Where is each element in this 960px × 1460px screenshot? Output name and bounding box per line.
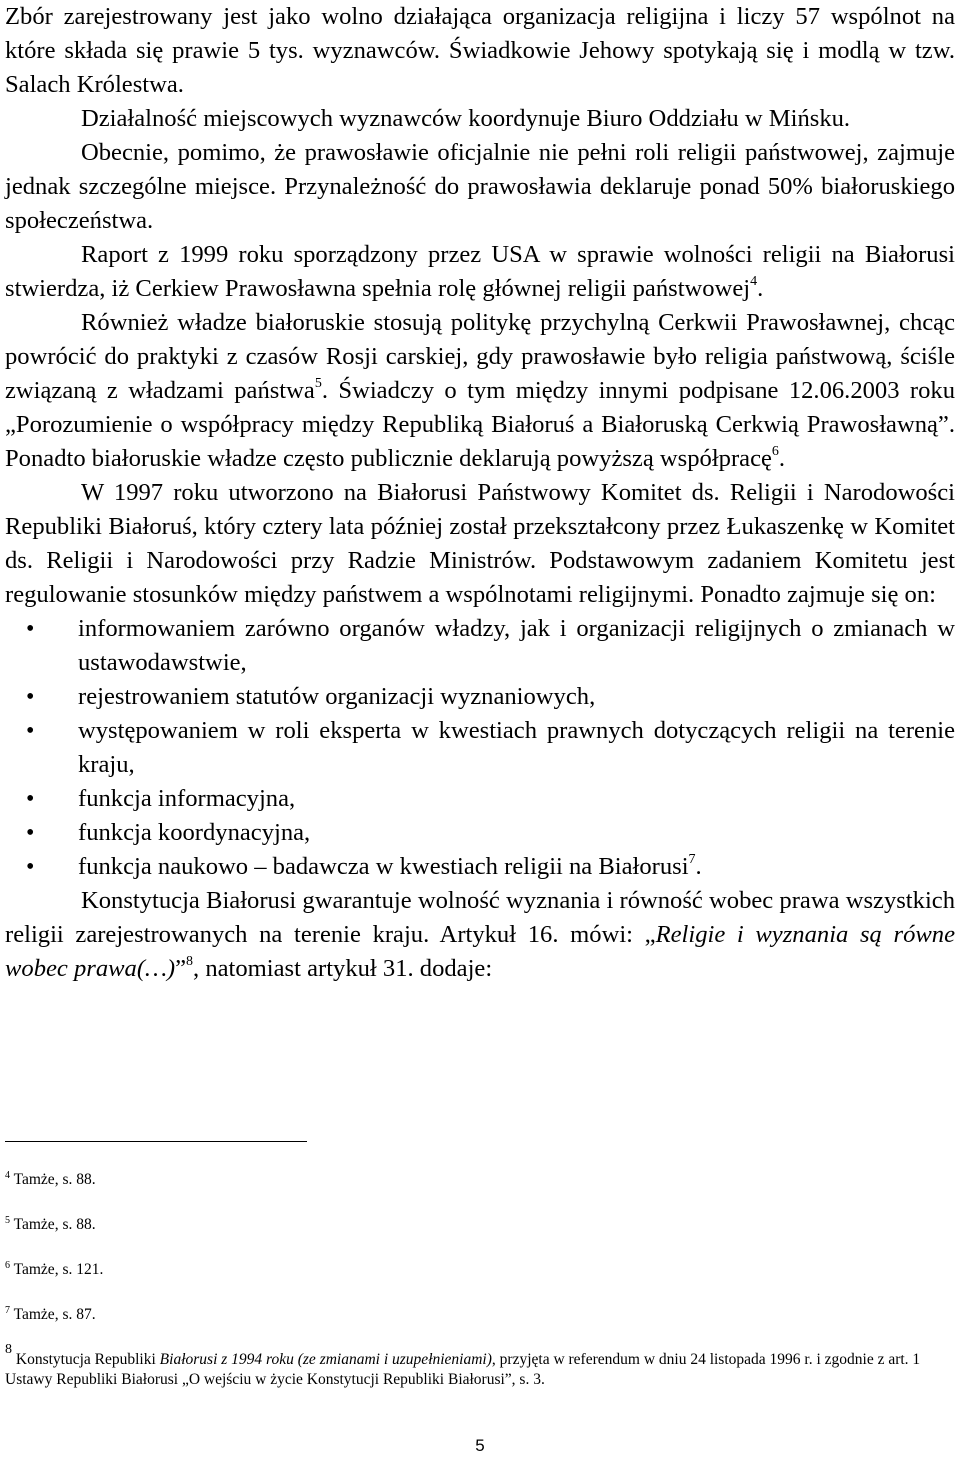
bullet-icon: • (26, 786, 35, 812)
list-item-text: funkcja koordynacyjna, (78, 819, 311, 846)
punctuation: . (695, 853, 702, 880)
paragraph-text: Obecnie, pomimo, że prawosławie oficjalnie nie pełni roli religii państwowej, zajmuje jednak szczególne miejsce. Przynależność do prawosławia deklaruje ponad 50% białoruskiego społeczeństwa. (5, 139, 955, 234)
paragraph-text: . Świadczy o tym między innymi podpisane 12.06.2003 roku „Porozumienie o współpracy między Republiką Białoruś a Białoruską Cerkwią Prawosławną”. Ponadto białoruskie władze często publicznie deklarują powyższą współpracę (5, 377, 955, 472)
paragraph-text: Zbór zarejestrowany jest jako wolno działająca organizacja religijna i liczy 57 wspólnot na które składa się prawie 5 tys. wyznawców. Świadkowie Jehowy spotykają się i modlą w tzw. Salach Królestwa. (5, 3, 955, 98)
footnote-7 (5, 1305, 955, 1325)
list-item-text: informowaniem zarówno organów władzy, jak i organizacji religijnych o zmianach w ustawodawstwie, (78, 615, 955, 676)
footnote-4 (5, 1170, 955, 1190)
document-page (5, 0, 956, 1388)
punctuation: . (757, 275, 764, 302)
paragraph-committee (5, 476, 955, 612)
body-text (5, 0, 955, 986)
bullet-icon: • (26, 854, 35, 880)
footnote-text: , przyjęta w referendum w dniu 24 listopada 1996 r. i zgodnie z art. 1 Ustawy Republiki Białorusi „O wejściu w życie Konstytucji Republiki Białorusi”, s. 3. (5, 1351, 921, 1388)
footnote-6 (5, 1260, 955, 1280)
footnote-number: 5 (5, 1215, 10, 1226)
committee-tasks-list (5, 612, 955, 884)
list-item-text: funkcja informacyjna, (78, 785, 296, 812)
footnote-ref-8[interactable]: 8 (186, 954, 194, 969)
footnote-number: 6 (5, 1260, 10, 1271)
footnote-number: 4 (5, 1170, 10, 1181)
list-item (5, 782, 955, 816)
quote-mark: ” (175, 955, 187, 982)
paragraph-text: W 1997 roku utworzono na Białorusi Państwowy Komitet ds. Religii i Narodowości Republiki Białoruś, który cztery lata później został przekształcony przez Łukaszenkę w Komitet ds. Religii i Narodowości przy Radzie Ministrów. Podstawowym zadaniem Komitetu jest regulowanie stosunków między państwem a wspólnotami religijnymi. Ponadto zajmuje się on: (5, 479, 955, 608)
footnote-text: Tamże, s. 121. (13, 1261, 104, 1278)
paragraph-text: Działalność miejscowych wyznawców koordynuje Biuro Oddziału w Mińsku. (81, 105, 851, 132)
footnote-text: Tamże, s. 88. (13, 1171, 96, 1188)
paragraph-witnesses (5, 0, 955, 102)
paragraph-constitution (5, 884, 955, 986)
paragraph-text: Również władze białoruskie stosują politykę przychylną Cerkwii Prawosławnej, chcąc powrócić do praktyki z czasów Rosji carskiej, gdy prawosławie było religia państwową, ściśle związaną z władzami państwa (5, 309, 955, 404)
list-item-text: funkcja naukowo – badawcza w kwestiach religii na Białorusi (78, 853, 689, 880)
list-item (5, 612, 955, 680)
quote-mark: „ (644, 921, 656, 948)
footnotes (5, 1170, 955, 1390)
footnote-text: Tamże, s. 87. (13, 1306, 96, 1323)
paragraph-orthodoxy (5, 136, 955, 238)
bullet-icon: • (26, 718, 35, 744)
footnote-ref-5[interactable]: 5 (314, 376, 322, 391)
bullet-icon: • (26, 616, 35, 642)
footnote-text: Konstytucja Republiki (15, 1351, 160, 1368)
footnote-title: Białorusi z 1994 roku (ze zmianami i uzupełnieniami) (159, 1351, 492, 1368)
footnote-ref-4[interactable]: 4 (750, 274, 758, 289)
bullet-icon: • (26, 684, 35, 710)
footnote-number: 7 (5, 1305, 10, 1316)
footnote-ref-6[interactable]: 6 (771, 444, 779, 459)
footnote-text: Tamże, s. 88. (13, 1216, 96, 1233)
footnote-separator (5, 1141, 307, 1142)
footnote-ref-7[interactable]: 7 (688, 852, 696, 867)
constitution-quote: Religie i wyznania są równe wobec prawa(…) (5, 921, 956, 982)
list-item (5, 714, 955, 782)
punctuation: . (778, 445, 786, 472)
footnote-number: 8 (5, 1342, 12, 1357)
list-item (5, 850, 955, 884)
bullet-icon: • (26, 820, 35, 846)
list-item (5, 816, 955, 850)
list-item-text: występowaniem w roli eksperta w kwestiach prawnych dotyczących religii na terenie kraju, (78, 717, 955, 778)
paragraph-text: Konstytucja Białorusi gwarantuje wolność wyznania i równość wobec prawa wszystkich religii zarejestrowanych na terenie kraju. Artykuł 16. mówi: (5, 887, 955, 948)
footnote-8 (5, 1342, 955, 1390)
paragraph-usa-report (5, 238, 955, 306)
list-item-text: rejestrowaniem statutów organizacji wyznaniowych, (78, 683, 596, 710)
page-number: 5 (475, 1436, 485, 1455)
paragraph-text: Raport z 1999 roku sporządzony przez USA w sprawie wolności religii na Białorusi stwierdza, iż Cerkiew Prawosławna spełnia rolę głównej religii państwowej (5, 241, 955, 302)
footnote-5 (5, 1215, 955, 1235)
list-item (5, 680, 955, 714)
paragraph-authorities (5, 306, 955, 476)
paragraph-branch-office (5, 102, 955, 136)
paragraph-text: , natomiast artykuł 31. dodaje: (193, 955, 493, 982)
